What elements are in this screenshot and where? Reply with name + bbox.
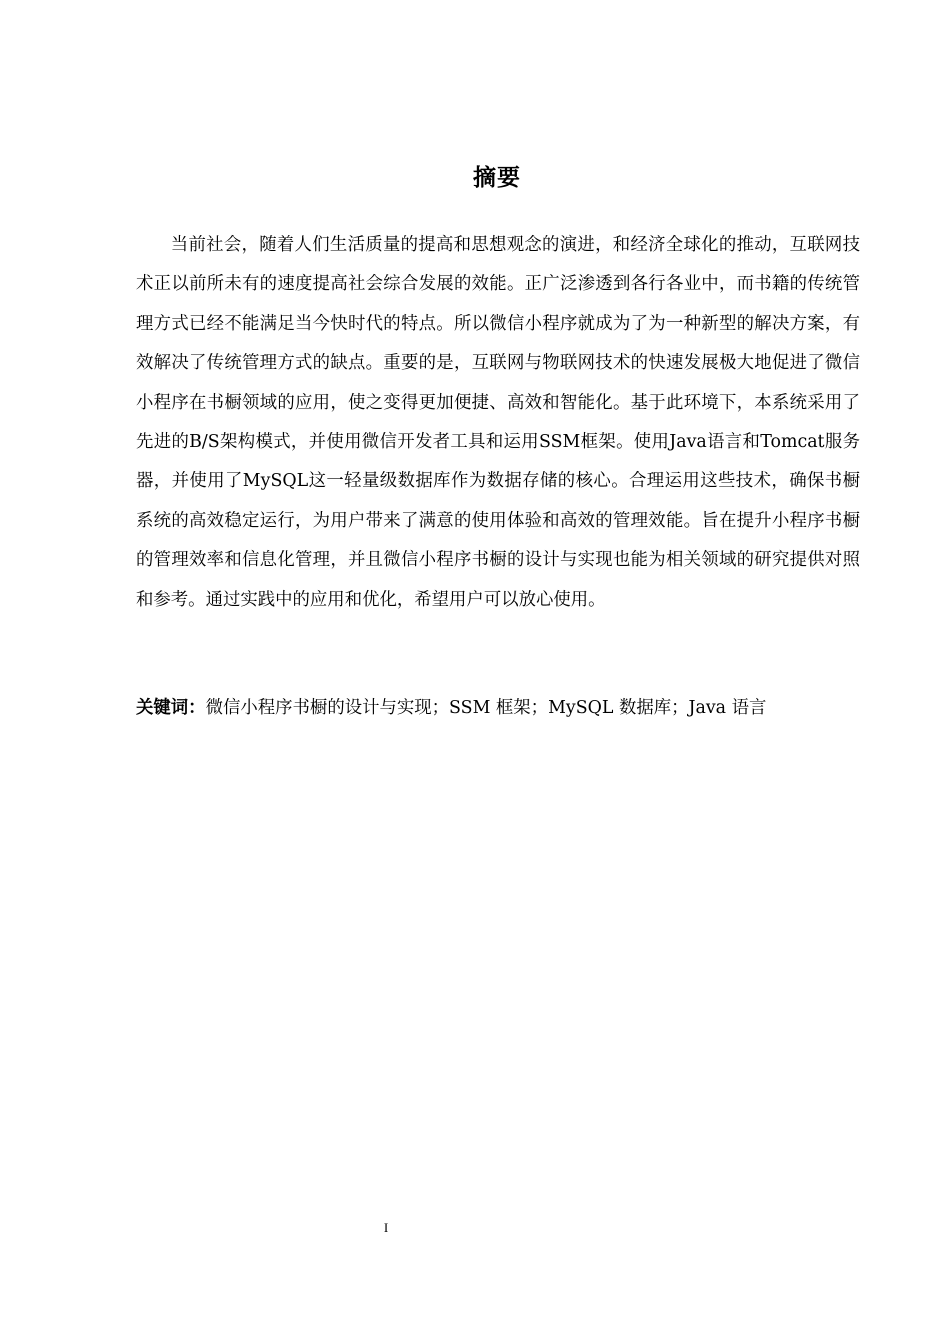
keywords-line [136, 690, 860, 726]
keywords-text: 微信小程序书橱的设计与实现；SSM 框架；MySQL 数据库；Java 语言 [205, 698, 767, 718]
abstract-body: 当前社会，随着人们生活质量的提高和思想观念的演进，和经济全球化的推动，互联网技术正以前所未有的速度提高社会综合发展的效能。正广泛渗透到各行各业中，而书籍的传统管理方式已经不能满足当今快时代的特点。所以微信小程序就成为了为一种新型的解决方案，有效解决了传统管理方式的缺点。重要的是，互联网与物联网技术的快速发展极大地促进了微信小程序在书橱领域的应用，使之变得更加便捷、高效和智能化。基于此环境下，本系统采用了先进的B/S架构模式，并使用微信开发者工具和运用SSM框架。使用Java语言和Tomcat服务器，并使用了MySQL这一轻量级数据库作为数据存储的核心。合理运用这些技术，确保书橱系统的高效稳定运行，为用户带来了满意的使用体验和高效的管理效能。旨在提升小程序书橱的管理效率和信息化管理，并且微信小程序书橱的设计与实现也能为相关领域的研究提供对照和参考。通过实践中的应用和优化，希望用户可以放心使用。 [136, 235, 860, 610]
abstract-title: 摘要 [473, 165, 521, 191]
page-number: I [383, 1220, 389, 1235]
keywords-label: 关键词： [136, 698, 206, 718]
